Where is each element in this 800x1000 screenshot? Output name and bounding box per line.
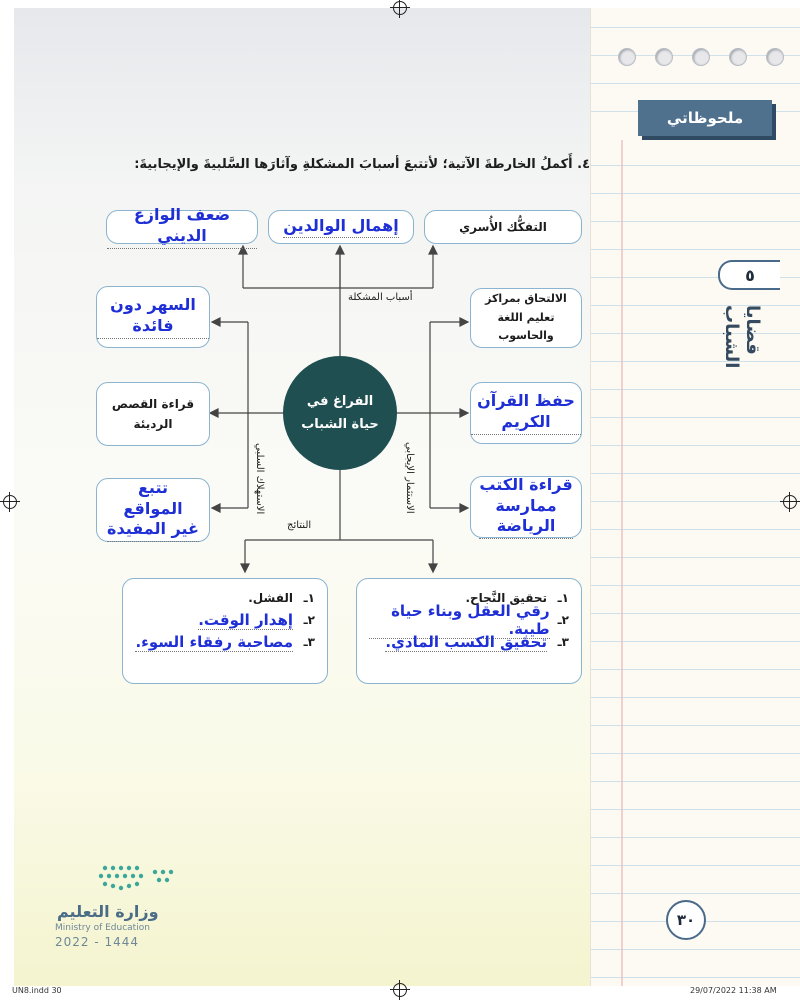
negative-label: الاستهلاك السلبي — [254, 442, 265, 514]
registration-mark-icon — [783, 495, 797, 509]
unit-title: قضايا الشباب — [721, 305, 763, 369]
cause-box — [106, 205, 258, 245]
result-row — [369, 601, 569, 638]
negative-item-box — [96, 382, 210, 446]
result-row — [135, 631, 315, 653]
result-number: ١ـ — [303, 591, 315, 605]
positive-item-box — [470, 288, 582, 348]
cause-text: إهمال الوالدين — [283, 216, 398, 239]
unit-number: ٥ — [718, 260, 780, 290]
result-text: تحقيق النَّجاح. — [465, 591, 547, 605]
ministry-name-english: Ministry of Education — [55, 923, 150, 933]
positive-label: الاستثمار الإيجابي — [404, 442, 415, 514]
ministry-logo — [55, 862, 195, 949]
negative-results-box — [122, 578, 328, 684]
positive-results-box — [356, 578, 582, 684]
notes-title: ملحوظاتي — [638, 100, 772, 136]
result-text: مصاحبة رفقاء السوء. — [135, 632, 293, 651]
positive-item-box — [470, 476, 582, 538]
result-number: ٣ـ — [303, 635, 315, 649]
cause-box — [424, 210, 582, 244]
footer-date: 29/07/2022 11:38 AM — [690, 986, 777, 995]
cause-text: ضعف الوازع الديني — [107, 205, 257, 249]
positive-item-box — [470, 382, 582, 444]
result-number: ٢ـ — [303, 613, 315, 627]
question-text: ٤. أَكملُ الخارطةَ الآتية؛ لأتتبعَ أسبابَ المشكلةِ وآثارَها السَّلبيةَ والإيجابيةَ: — [134, 157, 590, 172]
footer-file: UN8.indd 30 — [12, 986, 62, 995]
result-row — [135, 609, 315, 631]
result-text: إهدار الوقت. — [198, 610, 293, 629]
central-topic-circle — [283, 356, 397, 470]
cause-box — [268, 210, 414, 244]
ministry-emblem-icon — [55, 862, 185, 898]
central-topic-line: حياة الشباب — [301, 417, 379, 432]
positive-item-text: حفظ القرآن الكريم — [471, 391, 581, 435]
results-label: النتائج — [287, 520, 312, 531]
negative-item-box — [96, 286, 210, 348]
result-text: رقي العقل وبناء حياة طيبة. — [369, 602, 550, 639]
result-row — [135, 587, 315, 609]
result-number: ٢ـ — [557, 613, 569, 627]
result-row — [369, 631, 569, 653]
registration-mark-icon — [393, 983, 407, 997]
page-number: ٣٠ — [666, 900, 706, 940]
causes-label: أسباب المشكلة — [348, 292, 413, 303]
negative-item-text: تتبع المواقع غير المفيدة — [107, 478, 199, 542]
registration-mark-icon — [3, 495, 17, 509]
result-text: الفشل. — [248, 591, 293, 605]
negative-item-box — [96, 478, 210, 542]
negative-item-text: السهر دون فائدة — [97, 295, 209, 339]
ministry-year: 2022 - 1444 — [55, 935, 140, 949]
result-text: تحقيق الكسب المادي. — [385, 632, 547, 651]
positive-item-text: قراءة الكتب ممارسة الرياضة — [479, 475, 573, 539]
result-number: ٣ـ — [557, 635, 569, 649]
negative-item-text: قراءة القصص الرديئة — [111, 396, 195, 431]
registration-mark-icon — [393, 1, 407, 15]
ministry-name-arabic: وزارة التعليم — [57, 902, 159, 921]
central-topic-line: الفراغ في — [306, 393, 374, 409]
result-number: ١ـ — [557, 591, 569, 605]
cause-text: التفكُّك الأُسري — [459, 219, 547, 234]
positive-item-text: الالتحاق بمراكز تعليم اللغة والحاسوب — [485, 291, 567, 343]
